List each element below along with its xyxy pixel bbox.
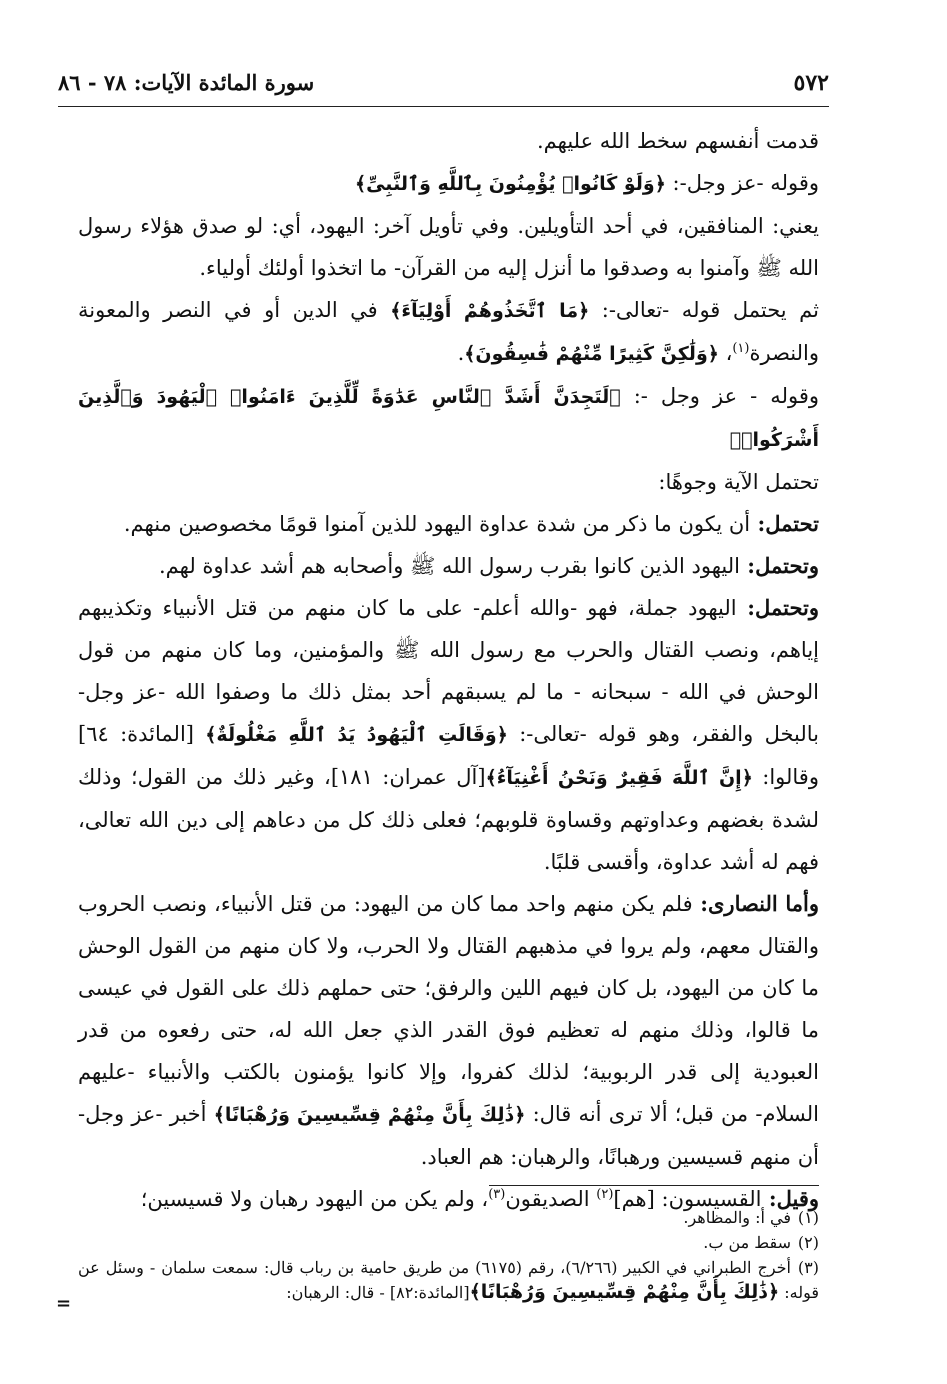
- footnote-ref: (٣): [488, 1187, 506, 1202]
- paragraph: قدمت أنفسهم سخط الله عليهم.: [536, 129, 819, 153]
- continuation-mark: =: [56, 1293, 72, 1314]
- quran-verse: ﴿ذَٰلِكَ بِأَنَّ مِنْهُمْ قِسِّيسِينَ وَرُهْبَانًا﴾: [213, 1104, 526, 1126]
- quran-verse: ﴿ذَٰلِكَ بِأَنَّ مِنْهُمْ قِسِّيسِينَ وَرُهْبَانًا﴾: [469, 1281, 780, 1303]
- paragraph: ثم يحتمل قوله -تعالى-: ﴿مَا ٱتَّخَذُوهُمْ أَوْلِيَآءَ﴾ في الدين أو في النصر والمعونة والنصرة$^{(١)}$، ﴿وَلَٰكِنَّ كَثِيرًا مِّنْهُمْ فَٰسِقُونَ﴾.: [78, 298, 819, 365]
- lead-term: وقيل:: [761, 1186, 819, 1211]
- quran-verse: ﴿وَلَوْ كَانُوا۟ يُؤْمِنُونَ بِٱللَّهِ وَٱلنَّبِىِّ﴾: [354, 173, 666, 195]
- paragraph: تحتمل: أن يكون ما ذكر من شدة عداوة اليهود للذين آمنوا قومًا مخصوصين منهم.: [123, 511, 819, 536]
- paragraph: يعني: المنافقين، في أحد التأويلين. وفي تأويل آخر: اليهود، أي: لو صدق هؤلاء رسول الله ﷺ وآمنوا به وصدقوا ما أنزل إليه من القرآن- ما اتخذوا أولئك أولياء.: [78, 214, 819, 280]
- paragraph: تحتمل الآية وجوهًا:: [658, 470, 819, 494]
- footnote-number: (٣): [797, 1258, 819, 1277]
- footnote-number: (٢): [797, 1233, 819, 1252]
- paragraph: وأما النصارى: فلم يكن منهم واحد مما كان من اليهود: من قتل الأنبياء، ونصب الحروب والقتال معهم، ولم يروا في مذهبهم القتال ولا الحرب، ولا كان منهم من القول الوحش ما كان من اليهود، بل كان فيهم اللين والرفق؛ حتى حملهم ذلك على القول في عيسى ما قالوا، وذلك منهم له تعظيم فوق القدر الذي جعل الله له، حتى رفعوه من قدر العبودية إلى قدر الربوبية؛ لذلك كفروا، وإلا كانوا يؤمنون بالكتب والأنبياء -عليهم السلام- من قبل؛ ألا ترى أنه قال: ﴿ذَٰلِكَ بِأَنَّ مِنْهُمْ قِسِّيسِينَ وَرُهْبَانًا﴾ أخبر -عز وجل- أن منهم قسيسين ورهبانًا، والرهبان: هم العباد.: [78, 891, 819, 1169]
- main-text: [78, 120, 819, 1220]
- footnote-number: (١): [797, 1208, 819, 1227]
- quran-verse: ﴿إِنَّ ٱللَّهَ فَقِيرٌ وَنَحْنُ أَغْنِيَآءُ﴾: [485, 767, 753, 789]
- paragraph: وتحتمل: اليهود الذين كانوا بقرب رسول الله ﷺ وأصحابه هم أشد عداوة لهم.: [159, 553, 819, 578]
- footnote-ref: (١): [732, 341, 750, 356]
- lead-term: تحتمل:: [750, 511, 819, 536]
- quran-verse: ﴿لَتَجِدَنَّ أَشَدَّ ٱلنَّاسِ عَدَٰوَةً لِّلَّذِينَ ءَامَنُوا۟ ٱلْيَهُودَ وَٱلَّذِينَ أَشْرَكُوا۟﴾: [78, 386, 819, 451]
- footnote-divider: [489, 1185, 819, 1186]
- page-number: ٥٧٢: [793, 70, 829, 96]
- lead-term: وتحتمل:: [740, 553, 819, 578]
- paragraph: وتحتمل: اليهود جملة، فهو -والله أعلم- على ما كان منهم من قتل الأنبياء وتكذيبهم إياهم، ونصب القتال والحرب مع رسول الله ﷺ والمؤمنين، وما كان منهم من قول الوحش في الله - سبحانه - ما لم يسبقهم أحد بمثل ذلك ما وصفوا الله -عز وجل- بالبخل والفقر، وهو قوله -تعالى-: ﴿وَقَالَتِ ٱلْيَهُودُ يَدُ ٱللَّهِ مَغْلُولَةٌ﴾ [المائدة: ٦٤] وقالوا: ﴿إِنَّ ٱللَّهَ فَقِيرٌ وَنَحْنُ أَغْنِيَآءُ﴾[آل عمران: ١٨١]، وغير ذلك من القول؛ وذلك لشدة بغضهم وعداوتهم وقساوة قلوبهم؛ فعلى ذلك كل من دعاهم إلى دين الله تعالى، فهم له أشد عداوة، وأقسى قلبًا.: [78, 595, 820, 874]
- footnote-ref: (٢): [596, 1187, 614, 1202]
- lead-term: وأما النصارى:: [692, 891, 819, 916]
- paragraph: وقوله -عز وجل-: ﴿وَلَوْ كَانُوا۟ يُؤْمِنُونَ بِٱللَّهِ وَٱلنَّبِىِّ﴾: [354, 171, 819, 195]
- lead-term: وتحتمل:: [736, 595, 819, 620]
- paragraph: وقيل: القسيسون: [هم]$^{(٢)}$ الصديقون$^{(٣)}$، ولم يكن من اليهود رهبان ولا قسيسين؛: [140, 1186, 819, 1211]
- footnotes: [78, 1205, 819, 1305]
- footnote: (٢)سقط من ب.: [78, 1230, 819, 1255]
- footnote: (١)في أ: والمظاهر.: [78, 1205, 819, 1230]
- quran-verse: ﴿وَلَٰكِنَّ كَثِيرًا مِّنْهُمْ فَٰسِقُونَ﴾: [464, 343, 719, 365]
- footnote: (٣)أخرج الطبراني في الكبير (٦/٢٦٦)، رقم (٦١٧٥) من طريق حامية بن رباب قال: سمعت سلمان - وسئل عن قوله: ﴿ذَٰلِكَ بِأَنَّ مِنْهُمْ قِسِّيسِينَ وَرُهْبَانًا﴾[المائدة:٨٢] - قال: الرهبان:: [78, 1255, 819, 1305]
- paragraph: وقوله - عز وجل -: ﴿لَتَجِدَنَّ أَشَدَّ ٱلنَّاسِ عَدَٰوَةً لِّلَّذِينَ ءَامَنُوا۟ ٱلْيَهُودَ وَٱلَّذِينَ أَشْرَكُوا۟﴾: [78, 384, 819, 451]
- running-title: سورة المائدة الآيات: ٧٨ - ٨٦: [58, 70, 315, 95]
- quran-verse: ﴿وَقَالَتِ ٱلْيَهُودُ يَدُ ٱللَّهِ مَغْلُولَةٌ﴾: [205, 724, 508, 746]
- quran-verse: ﴿مَا ٱتَّخَذُوهُمْ أَوْلِيَآءَ﴾: [390, 300, 590, 322]
- page-header: [58, 68, 829, 107]
